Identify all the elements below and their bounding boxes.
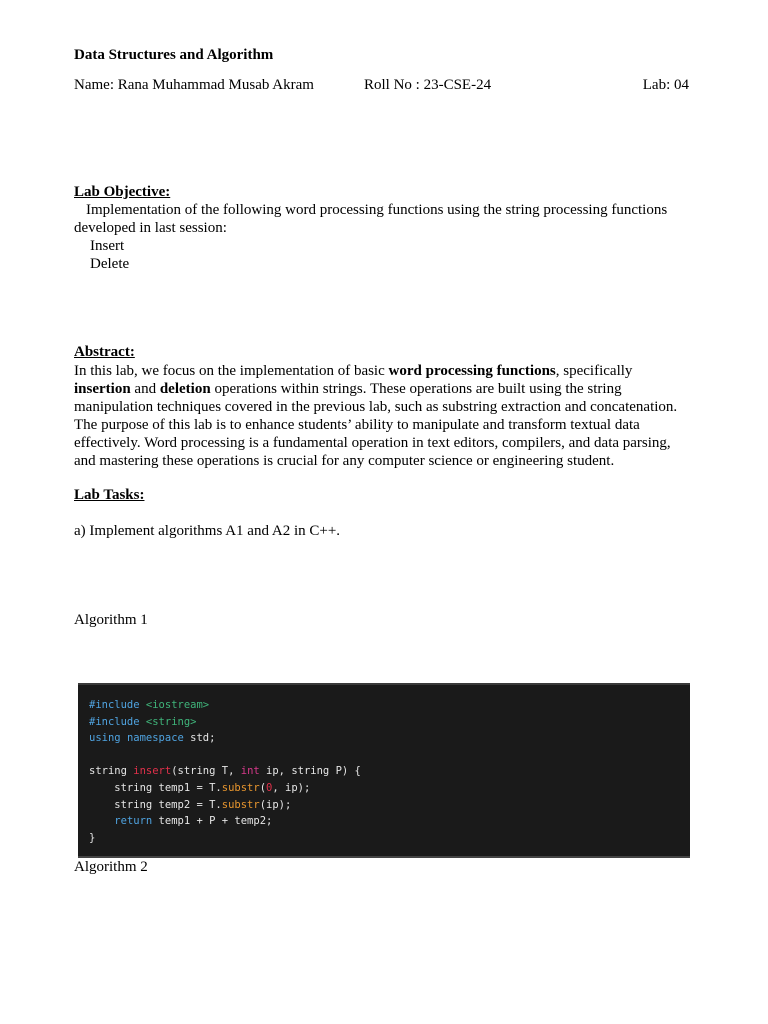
code-line (89, 697, 679, 714)
header-row (74, 77, 689, 97)
code-token: string temp2 = T. (89, 798, 222, 811)
abstract-bold-term: word processing functions (388, 363, 556, 379)
objective-heading: Lab Objective: (74, 184, 171, 200)
course-title: Data Structures and Algorithm (74, 47, 274, 63)
code-line (89, 780, 679, 797)
code-token: #include (89, 715, 140, 728)
abstract-part: operations within strings. These operations are built using the string manipulation techniques covered in the previous lab, such as substring extraction and concatenation. The purpose of this lab is to enhance students’ ability to manipulate and transform textual data effectively. Word processing is a fundamental operation in text editors, compilers, and data parsing, and mastering these operations is crucial for any computer science or engineering student. (74, 381, 678, 469)
code-token: , ip); (272, 781, 311, 794)
abstract-bold-term: insertion (74, 381, 131, 397)
abstract-bold-term: deletion (159, 381, 211, 397)
objective-item-insert: Insert (90, 238, 125, 254)
code-token: string temp1 = T. (89, 781, 222, 794)
abstract-heading: Abstract: (74, 344, 135, 360)
code-token: ip, string P) { (259, 765, 361, 778)
roll-number: Roll No : 23-CSE-24 (364, 77, 492, 93)
code-token: <iostream> (145, 699, 210, 711)
code-line (89, 763, 679, 780)
code-token: substr (221, 798, 260, 811)
algorithm1-label: Algorithm 1 (74, 612, 148, 628)
code-token: #include (89, 699, 140, 711)
abstract-part: and (130, 381, 160, 397)
code-token: using (89, 732, 121, 745)
code-line (89, 730, 679, 747)
code-token: ( (259, 781, 267, 794)
code-line (89, 813, 679, 830)
code-screenshot-algorithm1 (78, 683, 690, 858)
abstract-part: , specifically (555, 363, 633, 379)
objective-text: Implementation of the following word processing functions using the string processing functions developed in last session: (74, 202, 668, 236)
student-name: Name: Rana Muhammad Musab Akram (74, 77, 314, 93)
code-token: substr (221, 781, 260, 794)
code-token: int (240, 765, 260, 778)
code-line (89, 714, 679, 731)
objective-list (90, 237, 129, 273)
code-line-blank (89, 747, 679, 764)
code-line: } (89, 831, 96, 844)
objective-item-delete: Delete (90, 256, 130, 272)
lab-number: Lab: 04 (642, 77, 689, 93)
abstract-text (74, 362, 689, 470)
code-token: (string T, (171, 765, 241, 778)
code-line (89, 797, 679, 814)
code-token: insert (133, 765, 172, 778)
code-token (89, 815, 114, 827)
code-token: return (114, 815, 153, 828)
code-token: <string> (145, 715, 197, 728)
code-token: std; (183, 732, 216, 745)
algorithm2-label: Algorithm 2 (74, 859, 148, 875)
code-token: namespace (126, 732, 184, 745)
task-a: a) Implement algorithms A1 and A2 in C++. (74, 523, 341, 539)
code-token: temp1 + P + temp2; (152, 815, 273, 828)
code-token: string (89, 765, 134, 778)
code-token: 0 (266, 781, 273, 794)
tasks-heading: Lab Tasks: (74, 487, 145, 503)
abstract-part: In this lab, we focus on the implementation of basic (74, 363, 389, 379)
code-token: (ip); (259, 798, 292, 811)
